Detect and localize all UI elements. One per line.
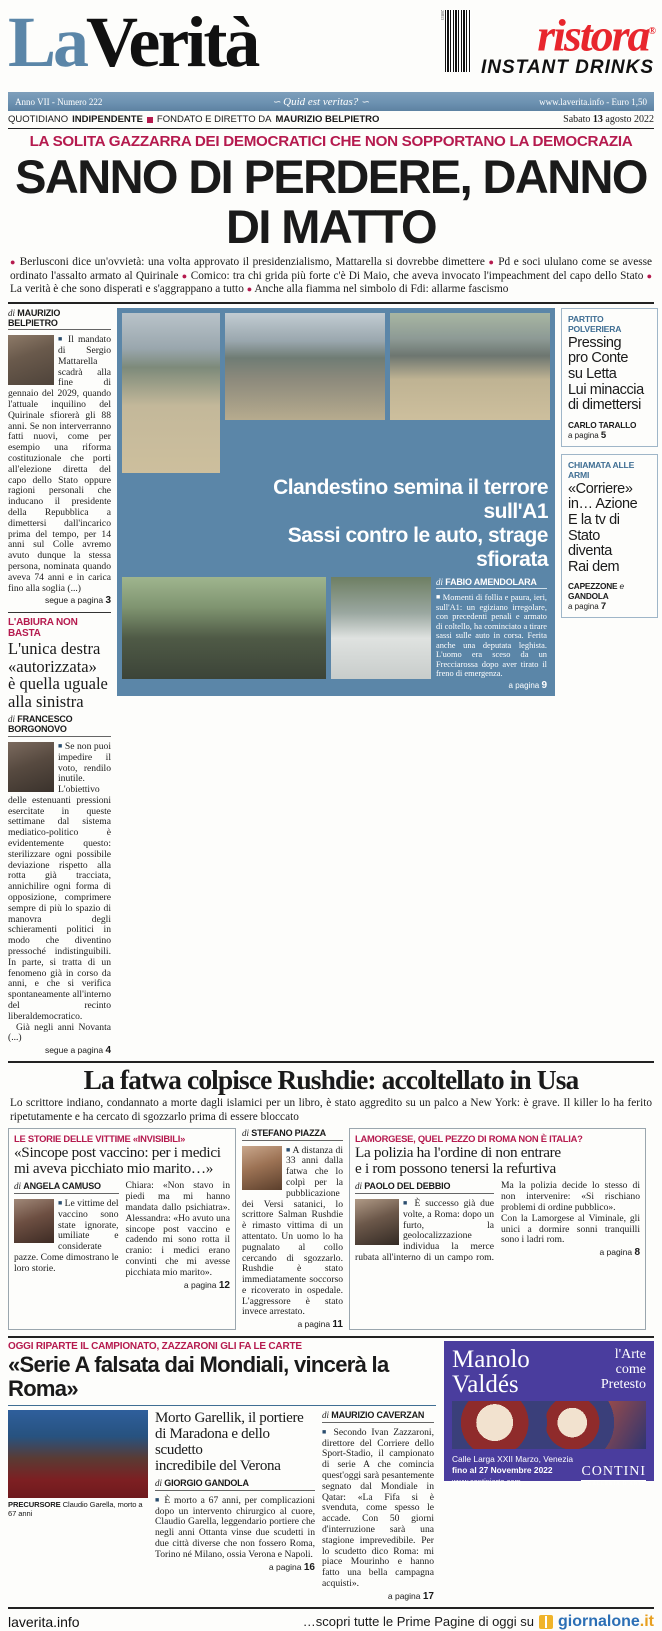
story-page[interactable]: a pagina 12: [183, 1279, 230, 1291]
story-byline: di STEFANO PIAZZA: [242, 1128, 343, 1141]
garella-body: È morto a 67 anni, per complicazioni dopo un intervento chirurgico al cuore, Claudio Garella, leggendario portiere che negli anni Ottanta vinse due scudetti in due città diverse che non fossero Roma, Torino né Milano, ossia Verona e Napoli.: [155, 1494, 316, 1560]
sport-block: [8, 1341, 436, 1601]
garella-byline: di GIORGIO GANDOLA: [155, 1478, 315, 1491]
avatar-borgonovo: [8, 742, 54, 792]
photo-caption-block: [436, 577, 547, 691]
three-story-row: [8, 1128, 654, 1330]
caverzan-byline: di MAURIZIO CAVERZAN: [322, 1410, 434, 1423]
right-column: [561, 308, 658, 1056]
story-body-a-block: ■ È successo già due volte, a Roma: dopo un furto, la geolocalizzazione individua la merce rubata all'interno di un campo rom. Ma la polizia decide lo stesso di non intervenire: «Si rischiano problemi di ordine pubblico».: [355, 1180, 640, 1263]
barcode: [439, 10, 471, 82]
story-kicker: LAMORGESE, QUEL PEZZO DI ROMA NON È ITALIA?: [355, 1133, 583, 1145]
ristora-ad: [481, 10, 654, 79]
logo-verita: Verità: [86, 2, 258, 82]
story-body-a-block: ■ Le vittime del vaccino sono state ignorate, umiliate e considerate pazze. Come dimostrano le loro storie.: [14, 1197, 119, 1274]
publisher-row: [8, 111, 654, 129]
ad-tagline: l'Arte come Pretesto: [600, 1347, 646, 1393]
ad-header: [444, 1341, 654, 1399]
page-footer: [8, 1607, 654, 1631]
photo-story-body-block: ■ Momenti di follia e paura, ieri, sull'A1: un egiziano irregolare, con precedenti penali e armato di coltello, ha cominciato a tirare sassi sulle auto in corsa. Ferita anche una deputata leghista. L'uomo era sceso da un Frecciarossa dopo aver tirato il freno di emergenza.: [436, 593, 547, 679]
barcode-bars: [445, 10, 471, 72]
photo-story-byline: di FABIO AMENDOLARA: [436, 577, 547, 590]
story-byline: di PAOLO DEL DEBBIO: [355, 1181, 494, 1194]
garella-page[interactable]: a pagina 16: [268, 1561, 315, 1573]
editorial2-body2: Già negli anni Novanta (...): [8, 1021, 111, 1044]
garella-photo-block: [8, 1410, 148, 1601]
editorial2-byline: di FRANCESCO BORGONOVO: [8, 714, 111, 737]
caverzan-body: Secondo Ivan Zazzaroni, direttore del Corriere dello Sport-Stadio, il campionato di serie A che comincia quest'oggi sarà pesantemente segnato dal Mondiale in Qatar: «La Fifa si è svenduta, come spesso le accade. Con 50 giorni d'interruzione sarà una stagione imprevedibile. Per lo scudetto dico Roma: mi piace Mourinho e hanno fatto una bella campagna acquisti».: [322, 1426, 434, 1589]
sidebar-item-chiamata-alle-armi[interactable]: [561, 454, 658, 619]
photo-caption: PRECURSORE Claudio Garella, morto a 67 anni: [8, 1500, 143, 1519]
editorial2-kicker: L'ABIURA NON BASTA: [8, 617, 78, 640]
story-columns: [14, 1181, 230, 1290]
photo-row-top: [122, 313, 550, 473]
ad-artwork: [452, 1401, 646, 1449]
sidebar-page[interactable]: a pagina 5: [568, 429, 607, 441]
story-title[interactable]: La polizia ha l'ordine di non entrare e i rom possono tenersi la refurtiva: [355, 1144, 561, 1178]
editorial2-body-block: ■ Se non puoi impedire il voto, rendilo inutile. L'obiettivo delle estenuanti pressioni esercitate in queste settimane dal sistema mediatico-politico è evidentemente questo: sterilizzare ogni possibile deviazione rispetto alla rotta già tracciata, annichilire ogni forma di opposizione, comprimere sempre di più lo spazio di manovra degli schieramenti politici in modo che diventino pressoché indistinguibili. In parte, si tratta di un fenomeno già in corso da anni, e che si verifica spontaneamente all'interno del recinto liberaldemocratico.: [8, 740, 111, 1022]
editorial-continue[interactable]: segue a pagina 3: [44, 595, 111, 607]
photo-story-block: [117, 308, 555, 696]
story-body-b: Con la Lamorgese al Viminale, gli unici a dormire sonni tranquilli sono i ladri rom.: [501, 1212, 640, 1246]
sidebar-title[interactable]: Pressing pro Conte su Letta Lui minaccia di dimettersi: [568, 334, 644, 414]
sidebar-kicker: CHIAMATA ALLE ARMI: [568, 459, 635, 480]
footer-promo[interactable]: [303, 1613, 654, 1631]
story-body-a: Le vittime del vaccino sono state ignorate, umiliate e considerate pazze. Come dimostrano le loro storie.: [14, 1197, 119, 1274]
ad-footer: [444, 1451, 654, 1492]
divider: [8, 612, 111, 613]
photo-highway-1[interactable]: [122, 313, 220, 473]
issue-number: Anno VII - Numero 222: [15, 96, 103, 107]
avatar-belpietro: [8, 335, 54, 385]
story-body-block: ■ A distanza di 33 anni dalla fatwa che lo colpì per la pubblicazione dei Versi satanici, lo scrittore Salman Rushdie è rimasto vittima di un attentato. Un uomo lo ha pugnalato al collo cercando di sgozzarlo. Rushdie è stato immediatamente soccorso e ricoverato in ospedale. L'aggressore è stato invece arrestato.: [242, 1144, 344, 1318]
story-byline: di ANGELA CAMUSO: [14, 1181, 119, 1194]
editorial2-body: Se non puoi impedire il voto, rendilo inutile. L'obiettivo delle estenuanti pressioni esercitate in queste settimane dal sistema mediatico-politico è evidentemente questo: sterilizzare ogni possibile deviazione rispetto alla rotta già tracciata, annichilire ogni forma di opposizione, comprimere sempre di più lo spazio di manovra degli schieramenti politici in modo che diventino pressoché indistinguibili. In parte, si tratta di un fenomeno già in corso da anni, e che si verifica spontaneamente all'interno del recinto liberaldemocratico.: [8, 740, 111, 1022]
photo-highway-2[interactable]: [225, 313, 385, 420]
square-divider-icon: [147, 117, 153, 123]
main-grid: [8, 308, 654, 1056]
barcode-number: 20813: [439, 10, 445, 20]
photo-garella[interactable]: [8, 1410, 148, 1498]
bottom-row: [8, 1341, 654, 1601]
sport-columns: [8, 1410, 436, 1601]
avatar-piazza: [242, 1146, 282, 1190]
sidebar-author: CARLO TARALLO: [568, 419, 637, 430]
caverzan-story[interactable]: [322, 1410, 434, 1601]
rushdie-headline[interactable]: La fatwa colpisce Rushdie: accoltellato in Usa: [83, 1064, 579, 1096]
masthead-right: [439, 4, 654, 82]
newspaper-icon: [539, 1615, 553, 1629]
ad-address: Calle Larga XXII Marzo, Venezia fino al 27 Novembre 2022 www.continiarte.com: [452, 1454, 574, 1487]
ristora-tagline: INSTANT DRINKS: [480, 57, 654, 79]
info-blue-band: [8, 92, 654, 111]
sidebar-author: CAPEZZONE e GANDOLA: [568, 581, 624, 602]
center-column: [117, 308, 555, 1056]
editorial-body: Il mandato di Sergio Mattarella scadrà alla fine di gennaio del 2029, quando l'attuale inquilino del Quirinale sfiorerà gli 88 anni. Se non interverranno fatti nuovi, come per esempio una riforma costituzionale che porti all'elezione diretta del capo dello Stato oppure ragioni personali che inducano il presidente della Repubblica a dimettersi dall'incarico prima del tempo, per 14 anni sul Colle avremo avuto dunque la stessa persona, nominata quando aveva 74 anni e in carica fino alla soglia (...): [8, 334, 111, 594]
divider: [8, 302, 654, 304]
photo-highway-3[interactable]: [390, 313, 550, 420]
lead-occhiello: LA SOLITA GAZZARRA DEI DEMOCRATICI CHE NON SOPPORTANO LA DEMOCRAZIA: [29, 133, 633, 150]
story-page[interactable]: a pagina 8: [599, 1247, 640, 1259]
sport-headline[interactable]: «Serie A falsata dai Mondiali, vincerà la Roma»: [8, 1352, 389, 1402]
publisher-info: [8, 114, 379, 125]
sidebar-item-partito-polveriera[interactable]: [561, 308, 658, 447]
garella-body-block: ■ È morto a 67 anni, per complicazioni dopo un intervento chirurgico al cuore, Claudio Garella, leggendario portiere che negli anni Ottanta vinse due scudetti in due città diverse che non fossero Roma, Torino né Milano, ossia Verona e Napoli.: [155, 1494, 316, 1560]
newspaper-logo: [8, 4, 257, 80]
story-vaccine[interactable]: [8, 1128, 236, 1330]
label-fondato: FONDATO E DIRETTO DA: [156, 114, 272, 125]
photo-story-page[interactable]: a pagina 9: [508, 679, 547, 691]
story-body: A distanza di 33 anni dalla fatwa che lo colpì per la pubblicazione dei Versi satanici, lo scrittore Salman Rushdie è rimasto vittima di un attentato. Un uomo lo ha pugnalato al collo cercando di sgozzarlo. Rushdie è stato immediatamente soccorso e ricoverato in ospedale. L'aggressore è stato invece arrestato.: [242, 1144, 344, 1318]
story-piazza[interactable]: [242, 1128, 343, 1330]
story-kicker: LE STORIE DELLE VITTIME «INVISIBILI»: [14, 1133, 186, 1145]
photo-car[interactable]: [331, 577, 431, 679]
divider: [8, 1061, 654, 1063]
avatar-del-debbio: [355, 1199, 399, 1245]
website-price[interactable]: www.laverita.info - Euro 1,50: [539, 96, 647, 107]
photo-story-title[interactable]: Clandestino semina il terrore sull'A1 Sassi contro le auto, strage sfiorata: [273, 475, 548, 571]
logo-la: La: [8, 2, 87, 82]
ristora-brand: ristora®: [537, 9, 654, 61]
avatar-camuso: [14, 1199, 54, 1243]
caverzan-page[interactable]: a pagina 17: [387, 1590, 434, 1602]
story-columns: [355, 1181, 640, 1263]
sidebar-page[interactable]: a pagina 7: [568, 601, 607, 613]
footer-promo-text: …scopri tutte le Prime Pagine di oggi su: [302, 1614, 534, 1630]
editorial2-title[interactable]: L'unica destra «autorizzata» è quella uguale alla sinistra: [8, 639, 108, 711]
ad-artist-name: Manolo Valdés: [452, 1346, 530, 1399]
footer-site[interactable]: laverita.info: [8, 1613, 80, 1630]
photo-story-body: Momenti di follia e paura, ieri, sull'A1: un egiziano irregolare, con precedenti penali e armato di coltello, ha cominciato a tirare sassi sulle auto in corsa. Ferita anche una deputata leghista. L'uomo era sceso da un Frecciarossa dopo aver tirato il freno di emergenza.: [436, 593, 547, 679]
garella-title[interactable]: Morto Garellik, il portiere di Maradona e dello scudetto incredibile del Verona: [155, 1410, 304, 1475]
story-page[interactable]: a pagina 11: [297, 1319, 343, 1331]
story-rom[interactable]: [349, 1128, 646, 1330]
issue-date: Sabato 13 agosto 2022: [563, 114, 654, 125]
giornalone-brand[interactable]: giornalone.it: [558, 1612, 654, 1630]
divider: [8, 1405, 436, 1406]
ad-gallery-logo: CONTINI GALLERIA D'ARTE: [581, 1464, 646, 1488]
divider: [8, 1336, 654, 1338]
story-title[interactable]: «Sincope post vaccino: per i medici mi aveva picchiato mio marito…»: [14, 1144, 221, 1178]
garella-story[interactable]: [155, 1410, 315, 1601]
rushdie-summary: Lo scrittore indiano, condannato a morte dagli islamici per un libro, è stato aggredito su un palco a New York: è grave. Il killer lo ha ferito ripetutamente e ha cercato di sgozzarlo prima di essere bloccato: [10, 1097, 652, 1123]
caverzan-body-block: ■ Secondo Ivan Zazzaroni, direttore del Corriere dello Sport-Stadio, il campionato di serie A che comincia quest'oggi sarà pesantemente segnato dal Mondiale in Qatar: «La Fifa si è svenduta, come spesso le accade. Con 50 giorni d'interruzione sarà una stagione imprevedibile. Per lo scudetto dico Roma: mi piace Mourinho e hanno fatto una bella campagna acquisti».: [322, 1426, 434, 1589]
editorial2-continue[interactable]: segue a pagina 4: [44, 1045, 111, 1057]
story-body-a: È successo già due volte, a Roma: dopo un furto, la geolocalizzazione individua la merce rubata all'interno di un campo rom. Ma la polizia decide lo stesso di non intervenire: «Si rischiano problemi di ordine pubblico».: [355, 1180, 640, 1263]
advertisement-manolo-valdes[interactable]: [444, 1341, 654, 1488]
label-quotidiano: QUOTIDIANO: [8, 114, 69, 125]
director-name: MAURIZIO BELPIETRO: [275, 114, 380, 125]
label-indipendente: INDIPENDENTE: [72, 114, 143, 125]
story-body-b: Chiara: «Non stavo in piedi ma mi hanno mandata dallo psichiatra». Alessandra: «Ho avuto una sincope post vaccino e cadendo mi sono rotta il cranio: i medici erano convinti che mi avesse picchiata mio marito».: [125, 1180, 230, 1278]
sport-kicker: OGGI RIPARTE IL CAMPIONATO, ZAZZARONI GLI FA LE CARTE: [8, 1341, 302, 1353]
editorial-byline: di MAURIZIO BELPIETRO: [8, 308, 111, 331]
motto: ∽ Quid est veritas? ∽: [272, 95, 370, 108]
lead-summary: ● Berlusconi dice un'ovvietà: una volta approvato il presidenzialismo, Mattarella si dovrebbe dimettere ● Pd e soci ululano come se avesse ordinato l'assalto armato al Quirinale ● Comico: tra chi grida più forte c'è Di Maio, che aveva invocato l'impeachment del capo dello Stato ● La verità è che sono disperati e s'aggrappano a tutto ● Anche alla fiamma nel simbolo di Fdi: allarme fascismo: [10, 256, 653, 296]
sidebar-kicker: PARTITO POLVERIERA: [568, 313, 622, 334]
photo-police[interactable]: [122, 577, 326, 679]
masthead: [8, 0, 654, 92]
lead-headline[interactable]: SANNO DI PERDERE, DANNO DI MATTO: [15, 150, 647, 253]
photo-row-bottom: [122, 577, 550, 691]
editorial-body-block: ■ Il mandato di Sergio Mattarella scadrà alla fine di gennaio del 2029, quando l'attuale inquilino del Quirinale sfiorerà gli 88 anni. Se non interverranno fatti nuovi, come per esempio una riforma costituzionale che porti all'elezione diretta del capo dello Stato oppure ragioni personali che inducano il presidente della Repubblica a dimettersi dall'incarico prima del tempo, per 14 anni sul Colle avremo avuto dunque la stessa persona, nominata quando aveva 74 anni e in carica fino alla soglia (...): [8, 334, 111, 594]
left-column: [8, 308, 111, 1056]
sidebar-title[interactable]: «Corriere» in… Azione E la tv di Stato diventa Rai dem: [568, 480, 638, 575]
